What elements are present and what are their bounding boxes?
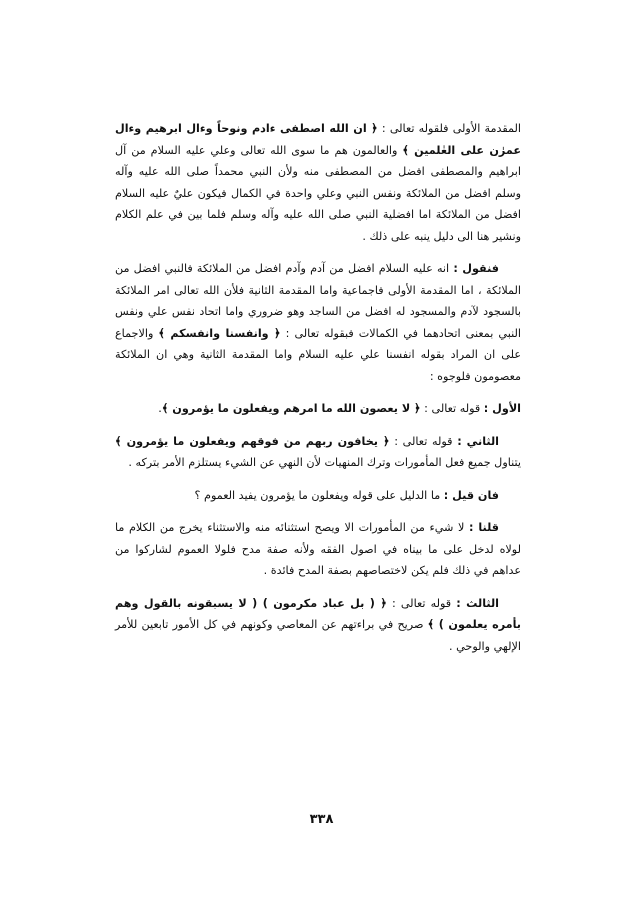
paragraph-3-text-b: . [158,402,162,415]
paragraph-4 [115,431,521,474]
paragraph-4-text-b: يتناول جميع فعل المأمورات وترك المنهيات لأن النهي عن الشيء يستلزم الأمر بتركه . [128,456,521,469]
paragraph-4-quran-verse: ﴿ يخافون ربهم من فوقهم ويفعلون ما يؤمرون ﴾ [115,434,390,448]
page-number: ٣٣٨ [309,812,334,827]
paragraph-7 [115,593,521,658]
paragraph-2-text-b: والاجماع على ان المراد بقوله انفسنا علي عليه السلام واما المقدمة الثانية وهي ان الملائكة معصومون فلوجوه : [115,326,521,383]
paragraph-5-lead: فان قيل : [443,488,499,502]
paragraph-7-text-b: صريح في براءتهم عن المعاصي وكونهم في كل الأمور تابعين للأمر الإلهي والوحي . [115,618,521,653]
text-body [115,118,521,657]
paragraph-7-quran-verse: ﴿ ( بل عباد مكرمون ) ( لا يسبقونه بالقول وهم بأمره يعلمون ) ﴾ [115,596,521,631]
paragraph-2-lead: فنقول : [453,262,499,275]
paragraph-6-text: لا شيء من المأمورات الا ويصح استثنائه منه والاستثناء يخرج من الكلام ما لولاه لدخل على ما بيناه في اصول الفقه ولأنه صفة مدح فلولا العموم لشاركوا من عداهم في ذلك فلم يكن لاختصاصهم بصفة المدح فائدة . [115,521,521,577]
paragraph-1-text-a: المقدمة الأولى فلقوله تعالى : [377,122,521,135]
paragraph-7-text-a: قوله تعالى : [386,596,457,610]
paragraph-7-lead: الثالث : [456,596,499,610]
paragraph-5-text: ما الدليل على قوله ويفعلون ما يؤمرون يفيد العموم ؟ [194,488,444,502]
paragraph-2-text-a: انه عليه السلام افضل من آدم وآدم افضل من الملائكة فالنبي افضل من الملائكة ، اما المقدمة الأولى فاجماعية واما المقدمة الثانية فلأن الله تعالى امر الملائكة بالسجود لآدم والمسجود له افضل من الساجد وهو ضروري واما اتحاد نفس علي ونفس النبي بمعنى اتحادهما في الكمالات فبقوله تعالى : [115,262,521,340]
paragraph-4-lead: الثاني : [457,434,499,448]
paragraph-3-lead: الأول : [483,402,521,415]
paragraph-1 [115,118,521,247]
paragraph-2-quran-verse: ﴿ وانفسنا وانفسكم ﴾ [158,326,281,340]
paragraph-2 [115,258,521,387]
paragraph-3-text-a: قوله تعالى : [420,402,484,415]
paragraph-1-quran-verse: ﴿ ان الله اصطفى ءادم ونوحاً وءال ابرهيم وءال عمرٰن على العٰلمين ﴾ [115,122,521,157]
paragraph-1-text-b: والعالمون هم ما سوى الله تعالى وعلي عليه السلام من آل ابراهيم والمصطفى افضل من المصطفى منه ولأن النبي محمداً صلى الله عليه وآله وسلم افضل من الملائكة ونفس النبي وعلي واحدة في الكمال فيكون عليٌ عليه السلام افضل من الملائكة اما افضلية النبي صلى الله عليه وآله وسلم فلما بين في علم الكلام ونشير هنا الى دليل ينبه على ذلك . [115,143,521,243]
paragraph-6 [115,517,521,582]
paragraph-6-lead: قلنا : [468,521,499,534]
paragraph-3 [115,398,521,420]
paragraph-5 [115,485,521,507]
paragraph-3-quran-verse: ﴿ لا يعصون الله ما امرهم ويفعلون ما يؤمرون ﴾ [161,402,421,415]
paragraph-4-text-a: قوله تعالى : [389,434,458,448]
